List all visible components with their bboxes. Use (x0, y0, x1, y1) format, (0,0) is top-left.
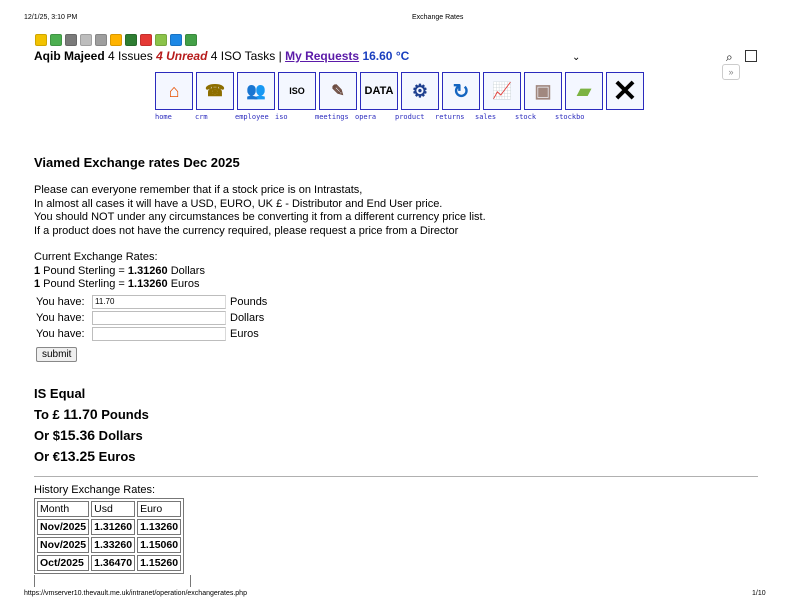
box-icon: ▣ (534, 80, 552, 101)
result-pounds (34, 404, 149, 425)
notice-line: You should NOT under any circumstances be converting it from a different currency price list. (34, 211, 486, 223)
book-icon: ▰ (577, 80, 591, 101)
history-header-euro: Euro (137, 501, 181, 517)
table-row (37, 555, 181, 571)
nav-label-stock[interactable]: stock (515, 113, 537, 121)
refresh-icon: ↻ (452, 80, 470, 103)
rate-eur (34, 278, 205, 292)
separator: | (278, 49, 282, 63)
result-is-equal: IS Equal (34, 386, 86, 401)
converter-unit: Dollars (230, 312, 265, 324)
temperature: 16.60 °C (362, 49, 410, 63)
star-icon[interactable] (35, 34, 47, 46)
nav-labels (155, 113, 595, 121)
history-title: History Exchange Rates: (34, 484, 156, 496)
globe-icon[interactable] (50, 34, 62, 46)
result-euros-value: 13.25 (60, 448, 96, 464)
notice-line: In almost all cases it will have a USD, EURO, UK £ - Distributor and End User price. (34, 197, 443, 210)
nav-employee-tile[interactable] (237, 72, 275, 110)
toolbar-icons (35, 34, 197, 46)
smiley-icon[interactable] (110, 34, 122, 46)
pounds-input[interactable]: 11.70 (92, 295, 226, 309)
rate-eur-text1: Pound Sterling = (40, 278, 128, 290)
history-header-usd: Usd (91, 501, 135, 517)
rate-eur-prefix: 1 (34, 278, 41, 290)
rate-usd-value: 1.31260 (127, 264, 168, 277)
converter-row-pounds (36, 294, 267, 310)
rate-eur-text2: Euros (167, 278, 200, 290)
unread-link[interactable]: 4 Unread (156, 49, 208, 63)
history-usd: 1.31260 (91, 519, 135, 535)
nav-home-tile[interactable] (155, 72, 193, 110)
converter-label: You have: (36, 312, 85, 324)
history-usd: 1.36470 (91, 555, 135, 571)
conversion-result (34, 384, 149, 467)
gears-icon: ⚙ (411, 80, 429, 101)
print-datetime: 12/1/25, 3:10 PM (24, 14, 78, 21)
print-page-number: 1/10 (752, 590, 766, 597)
iso-tasks-link[interactable]: 4 ISO Tasks (210, 49, 276, 63)
nav-iso-tile[interactable] (278, 72, 316, 110)
current-rates-title: Current Exchange Rates: (34, 251, 158, 263)
table-continuation (34, 575, 191, 587)
nav-label-iso[interactable]: iso (275, 113, 288, 121)
issues-link[interactable]: 4 Issues (108, 49, 153, 63)
nav-sales-tile[interactable] (483, 72, 521, 110)
employee-icon: 👥 (246, 83, 266, 100)
close-icon: ✕ (612, 74, 638, 108)
print-title: Exchange Rates (412, 14, 464, 21)
result-euros-unit: Euros (95, 449, 136, 464)
nav-stockbook-tile[interactable] (565, 72, 603, 110)
search-icon[interactable]: ⌕ (726, 50, 733, 64)
history-table-wrap (34, 498, 184, 574)
user-name[interactable]: Aqib Majeed (34, 49, 105, 63)
nav-tiles (155, 72, 644, 110)
phone-icon: ☎ (205, 83, 225, 100)
flag-icon[interactable] (140, 34, 152, 46)
result-dollars (34, 425, 149, 446)
chart-icon: 📈 (492, 83, 512, 100)
history-month: Nov/2025 (37, 519, 89, 535)
chevron-down-icon[interactable]: ⌄ (572, 52, 581, 63)
converter-row-euros (36, 326, 267, 342)
cloud-icon[interactable] (170, 34, 182, 46)
notice-text (34, 184, 486, 238)
result-dollars-prefix: Or $ (34, 428, 61, 443)
copy-icon[interactable] (95, 34, 107, 46)
my-requests-link[interactable]: My Requests (285, 49, 360, 63)
home-icon: ⌂ (168, 80, 180, 101)
nav-label-returns[interactable]: returns (435, 113, 465, 121)
history-header-month: Month (37, 501, 89, 517)
expand-icon[interactable]: » (722, 64, 740, 80)
rate-usd (34, 265, 205, 279)
history-month: Oct/2025 (37, 555, 89, 571)
android-icon[interactable] (185, 34, 197, 46)
result-dollars-unit: Dollars (95, 428, 143, 443)
rate-usd-prefix: 1 (34, 264, 41, 277)
nav-meetings-tile[interactable] (319, 72, 357, 110)
user-status-line (34, 49, 409, 63)
history-header-row (37, 501, 181, 517)
result-pounds-prefix: To £ (34, 407, 64, 422)
table-row (37, 519, 181, 535)
print-url: https://vmserver10.thevault.me.uk/intranet/operation/exchangerates.php (24, 590, 247, 597)
history-euro: 1.13260 (137, 519, 181, 535)
nav-label-crm[interactable]: crm (195, 113, 208, 121)
nav-returns-tile[interactable] (442, 72, 480, 110)
nav-product-tile[interactable] (401, 72, 439, 110)
external-link-icon[interactable] (745, 50, 757, 62)
result-euros-prefix: Or € (34, 449, 61, 464)
nav-label-opera[interactable]: opera (355, 113, 377, 121)
result-pounds-value: 11.70 (63, 406, 98, 422)
opera-data-icon: DATA (364, 85, 394, 97)
history-usd: 1.33260 (91, 537, 135, 553)
result-euros (34, 446, 149, 467)
nav-label-product[interactable]: product (395, 113, 425, 121)
nav-label-sales[interactable]: sales (475, 113, 497, 121)
notice-line: If a product does not have the currency required, please request a price from a Director (34, 224, 459, 237)
history-table (34, 498, 184, 574)
rate-eur-value: 1.13260 (127, 278, 168, 290)
section-divider (34, 476, 758, 477)
nav-label-meetings[interactable]: meetings (315, 113, 349, 121)
submit-button[interactable]: submit (36, 347, 77, 362)
dollars-input[interactable] (92, 311, 226, 325)
result-pounds-unit: Pounds (97, 407, 149, 422)
converter-form (36, 294, 267, 362)
history-euro: 1.15060 (137, 537, 181, 553)
rate-usd-text2: Dollars (167, 264, 205, 277)
converter-unit: Pounds (230, 296, 268, 308)
notepad-icon: ✎ (331, 83, 345, 100)
nav-close-tile[interactable] (606, 72, 644, 110)
history-euro: 1.15260 (137, 555, 181, 571)
nav-crm-tile[interactable] (196, 72, 234, 110)
leaf-icon[interactable] (155, 34, 167, 46)
notice-line: Please can everyone remember that if a stock price is on Intrastats, (34, 184, 363, 196)
chrome-icon[interactable] (125, 34, 137, 46)
history-month: Nov/2025 (37, 537, 89, 553)
table-row (37, 537, 181, 553)
settings-icon[interactable] (65, 34, 77, 46)
nav-label-stockbo[interactable]: stockbo (555, 113, 585, 121)
nav-opera-tile[interactable] (360, 72, 398, 110)
iso-icon: ISO (289, 86, 305, 96)
rate-usd-text1: Pound Sterling = (40, 264, 128, 277)
nav-label-employee[interactable]: employee (235, 113, 269, 121)
converter-unit: Euros (230, 328, 259, 340)
current-rates (34, 251, 205, 292)
grid-icon[interactable] (80, 34, 92, 46)
converter-label: You have: (36, 328, 85, 340)
nav-stock-tile[interactable] (524, 72, 562, 110)
euros-input[interactable] (92, 327, 226, 341)
converter-row-dollars (36, 310, 267, 326)
nav-label-home[interactable]: home (155, 113, 172, 121)
converter-label: You have: (36, 296, 85, 308)
result-dollars-value: 15.36 (60, 427, 96, 443)
page-title: Viamed Exchange rates Dec 2025 (34, 155, 240, 170)
